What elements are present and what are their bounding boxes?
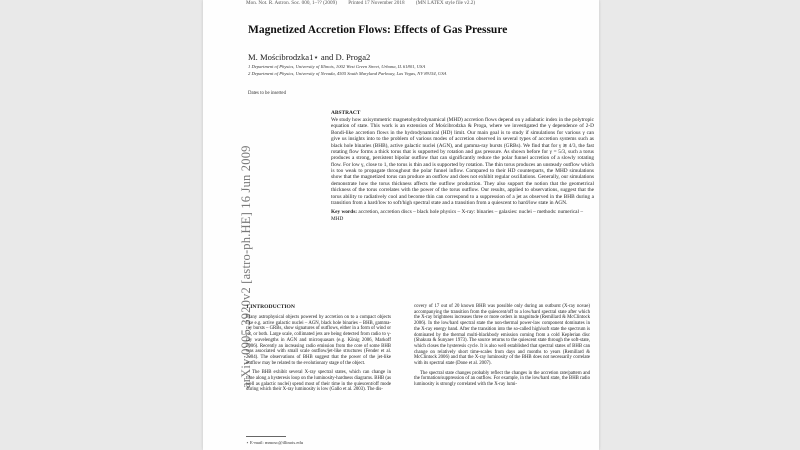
left-column <box>246 315 391 397</box>
abstract-heading: ABSTRACT <box>331 110 361 116</box>
arxiv-identifier: arXiv:0905.3920v2 [astro-ph.HE] 16 Jun 2009 <box>239 145 253 388</box>
abstract-block <box>331 110 594 222</box>
paragraph: The BHB exhibit several X-ray spectral states, which can change in time along a hysteresis loop on the luminosity-hardness diagrams. BHB (as well as galactic nuclei) spend most of their time in the quiescent/off mode during which their X-ray luminosity is low (Gallo et al. 2003). The dis- <box>246 370 391 393</box>
right-column <box>414 304 590 392</box>
paper-title: Magnetized Accretion Flows: Effects of Gas Pressure <box>248 24 508 36</box>
affiliation-1: 1 Department of Physics, University of Illinois, 1002 West Green Street, Urbana, IL 61801, USA <box>248 64 426 69</box>
paragraph: The spectral state changes probably reflect the changes in the accretion rate/pattern and the formation/suppression of an outflow. For example, in the low/hard state, the BHB radio luminosity is strongly correlated with the X-ray lumi- <box>414 370 590 388</box>
printed-date: Printed 17 November 2018 <box>348 0 405 6</box>
dates-line: Dates to be inserted <box>248 91 286 96</box>
paper-page <box>203 0 599 450</box>
abstract-text: We study how axisymmetric magnetohydrodynamical (MHD) accretion flows depend on γ adiabatic index in the polytropic equation of state. This work is an extension of Mościbrodzka & Proga, where we investigated the γ dependence of 2-D Bondi-like accretion flows in the hydrodynamical (HD) limit. Our main goal is to study if simulations for various γ can give us insights into to the problem of various modes of accretion observed in several types of accretion systems such as black hole binaries (BHB), active galactic nuclei (AGN), and gamma-ray bursts (GRBs). We find that for γ ≳ 4/3, the fast rotating flow forms a thick torus that is supported by rotation and gas pressure. As shown before for γ = 5/3, such a torus produces a strong, persistent bipolar outflow that can significantly reduce the polar funnel accretion of a slowly rotating flow. For low γ, close to 1, the torus is thin and is supported by rotation. The thin torus produces an unsteady outflow which is too weak to propagate throughout the polar funnel inflow. Compared to their HD counterparts, the MHD simulations show that the magnetized torus can produce an outflow and does not exhibit regular oscillations. Generally, our simulations demonstrate how the torus thickness affects the outflow production. They also support the notion that the geometrical thickness of the torus correlates with the power of the torus outflow. Our results, applied to observations, suggest that the torus ability to radiatively cool and become thin can correspond to a suppression of a jet as observed in the BHB during a transition from a hard/low to soft/high spectral state and a transition from a quiescent to hard/low state in AGN. <box>331 117 594 206</box>
affiliation-2: 2 Department of Physics, University of Nevada, 4505 South Maryland Parkway, Las Vegas, NV 89154, USA <box>248 71 447 76</box>
keywords-line <box>331 209 594 222</box>
journal-citation: Mon. Not. R. Astron. Soc. 000, 1–?? (2009) <box>246 0 337 6</box>
section-heading-introduction: 1 INTRODUCTION <box>246 304 295 310</box>
keywords-text: accretion, accretion discs – black hole physics – X-ray: binaries – galaxies: nuclei – methods: numerical – MHD <box>331 209 583 222</box>
paragraph: covery of 17 out of 20 known BHB was possible only during an outburst (X-ray novae) accompanying the transition from the quiescent/off to a low/hard spectral state after which the X-ray brightness increases three or more orders in magnitude (Remillard & McClintock 2006). In the low/hard spectral state the non-thermal power-law component dominates in the X-ray energy band. After the transition into the so-called high/soft state the spectrum is dominated by the thermal multi-blackbody emission coming from a cold Keplerian disc (Shakura & Sunyaev 1973). The source returns to the quiescent state through the soft-state, which closes the hysteresis cycle. It is also well established that spectral states of BHB can change on relatively short time-scales from days and months to years (Remillard & McClintock 2006) and that the X-ray luminosity of the BHB does not necessarily correlate with its spectral state (Done et al. 2007). <box>414 304 590 367</box>
author-list: M. Mościbrodzka1⋆ and D. Proga2 <box>248 52 371 62</box>
footnote-email: ⋆ E-mail: mmosc@illinois.edu <box>246 440 303 445</box>
running-header <box>246 0 596 6</box>
keywords-label: Key words: <box>331 209 358 216</box>
footnote-rule <box>246 436 286 437</box>
paragraph: Many astrophysical objects powered by accretion on to a compact objects like e.g. active galactic nuclei – AGN, black hole binaries – BHB, gamma-ray bursts – GRBs, show signatures of outflows, either in a form of wind or jet, or both. Large scale, collimated jets are being detected from radio to γ-ray wavelengths in AGN and microquasars (e.g. König 2006, Markoff 2006). Recently an increasing radio emission from the core of some BHB was associated with small scale outflow/jet-like structures (Fender et al. 2004). The observations of BHB suggest that the power of the jet-like outflow may be related to the evolutionary stage of the object. <box>246 315 391 366</box>
style-file: (MN LATEX style file v2.2) <box>415 0 476 6</box>
